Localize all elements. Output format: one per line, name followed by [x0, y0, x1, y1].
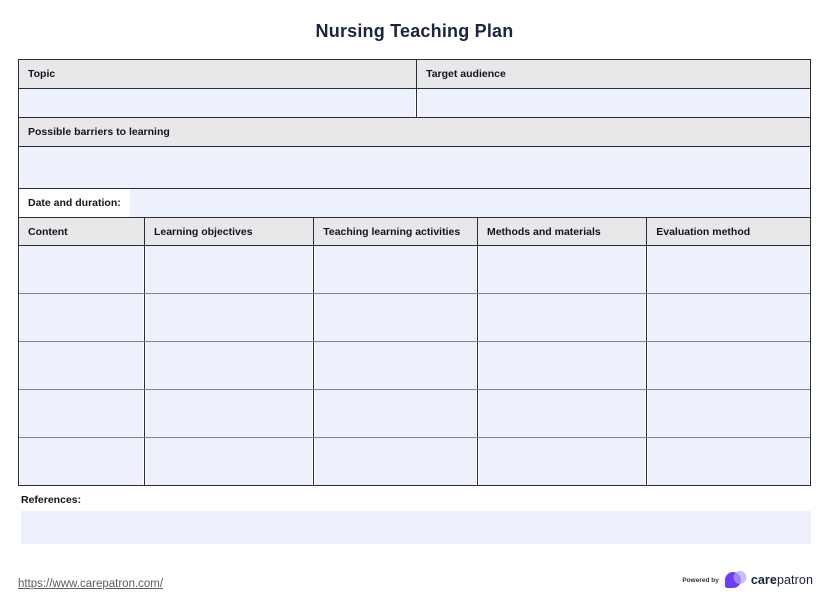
date-duration-row	[19, 188, 810, 217]
barriers-input[interactable]	[19, 147, 810, 188]
powered-by-label: Powered by	[682, 576, 719, 584]
table-cell[interactable]	[313, 438, 477, 485]
references-input[interactable]	[21, 511, 811, 544]
table-cell[interactable]	[313, 294, 477, 341]
table-row	[19, 293, 810, 341]
table-cell[interactable]	[19, 294, 144, 341]
table-cell[interactable]	[144, 438, 313, 485]
table-cell[interactable]	[477, 438, 646, 485]
column-header-learning-objectives: Learning objectives	[144, 218, 313, 245]
target-audience-input[interactable]	[416, 89, 810, 117]
barriers-header-row	[19, 117, 810, 146]
column-header-row	[19, 217, 810, 245]
brand-text-bold: care	[750, 573, 777, 587]
table-cell[interactable]	[646, 246, 810, 293]
topic-header: Topic	[19, 60, 416, 88]
brand-text	[751, 573, 813, 587]
table-cell[interactable]	[144, 342, 313, 389]
table-cell[interactable]	[19, 342, 144, 389]
table-cell[interactable]	[646, 390, 810, 437]
powered-by-badge	[682, 570, 813, 590]
barriers-header: Possible barriers to learning	[19, 118, 810, 146]
column-header-evaluation-method: Evaluation method	[646, 218, 810, 245]
topic-input[interactable]	[19, 89, 416, 117]
table-cell[interactable]	[19, 390, 144, 437]
table-cell[interactable]	[19, 438, 144, 485]
page-title: Nursing Teaching Plan	[315, 21, 514, 41]
column-header-methods-materials: Methods and materials	[477, 218, 646, 245]
date-duration-label: Date and duration:	[28, 197, 121, 209]
table-cell[interactable]	[313, 390, 477, 437]
table-cell[interactable]	[477, 390, 646, 437]
topic-header-row	[19, 60, 810, 88]
document-page	[0, 21, 829, 544]
target-audience-header: Target audience	[416, 60, 810, 88]
table-cell[interactable]	[313, 246, 477, 293]
table-cell[interactable]	[477, 294, 646, 341]
table-cell[interactable]	[313, 342, 477, 389]
table-cell[interactable]	[646, 438, 810, 485]
brand-text-regular: patron	[776, 573, 813, 587]
table-row	[19, 341, 810, 389]
teaching-plan-form	[18, 59, 811, 486]
website-link[interactable]: https://www.carepatron.com/	[18, 578, 164, 590]
topic-input-row	[19, 88, 810, 117]
table-cell[interactable]	[477, 246, 646, 293]
table-row	[19, 245, 810, 293]
carepatron-brand	[724, 570, 813, 590]
table-row	[19, 389, 810, 437]
table-cell[interactable]	[646, 342, 810, 389]
references-label: References:	[21, 494, 82, 506]
carepatron-logo-icon	[724, 570, 748, 590]
table-cell[interactable]	[19, 246, 144, 293]
table-cell[interactable]	[477, 342, 646, 389]
column-header-teaching-activities: Teaching learning activities	[313, 218, 477, 245]
table-cell[interactable]	[144, 246, 313, 293]
table-cell[interactable]	[144, 294, 313, 341]
table-cell[interactable]	[144, 390, 313, 437]
barriers-input-row	[19, 146, 810, 188]
table-cell[interactable]	[646, 294, 810, 341]
page-footer	[18, 570, 813, 590]
table-row	[19, 437, 810, 485]
date-duration-input[interactable]	[130, 189, 810, 217]
column-header-content: Content	[19, 218, 144, 245]
